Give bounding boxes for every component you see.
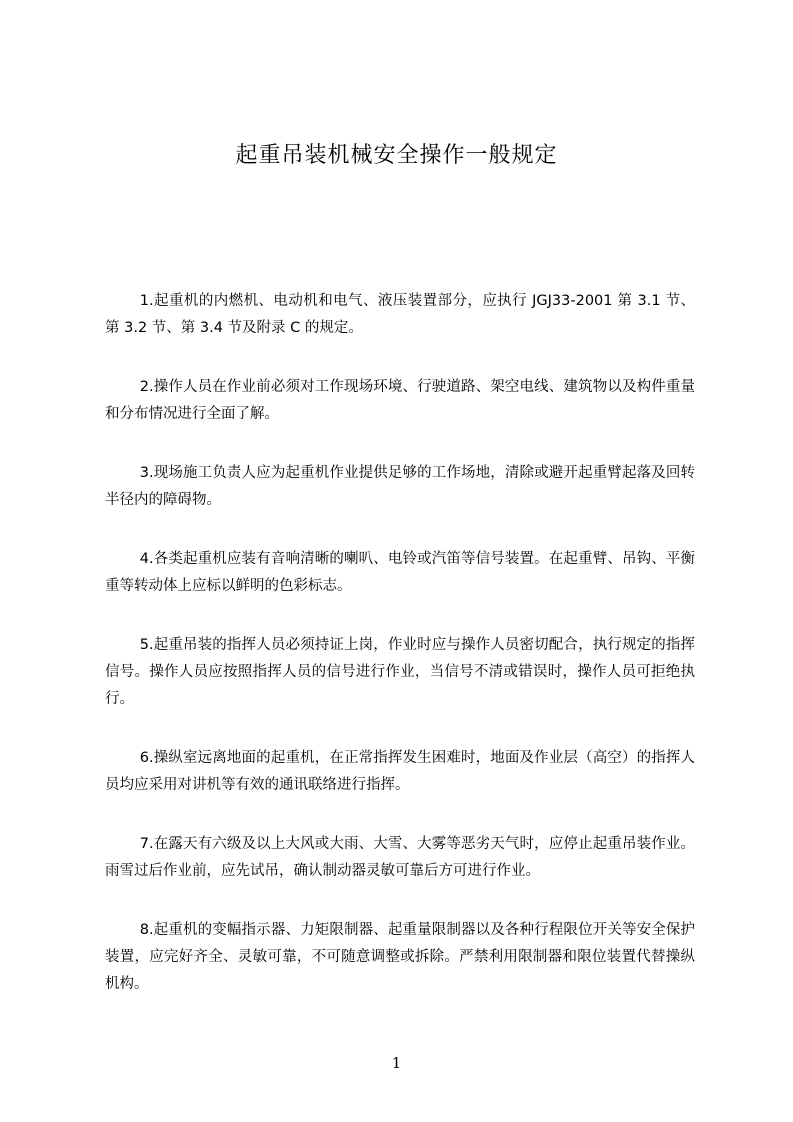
clause-6: 6.操纵室远离地面的起重机，在正常指挥发生困难时，地面及作业层（高空）的指挥人员均应采用对讲机等有效的通讯联络进行指挥。 — [105, 750, 695, 793]
clause-7: 7.在露天有六级及以上大风或大雨、大雪、大雾等恶劣天气时，应停止起重吊装作业。雨雪过后作业前，应先试吊，确认制动器灵敏可靠后方可进行作业。 — [105, 836, 695, 879]
clause-2: 2.操作人员在作业前必须对工作现场环境、行驶道路、架空电线、建筑物以及构件重量和分布情况进行全面了解。 — [105, 379, 695, 422]
clause-5: 5.起重吊装的指挥人员必须持证上岗，作业时应与操作人员密切配合，执行规定的指挥信号。操作人员应按照指挥人员的信号进行作业，当信号不清或错误时，操作人员可拒绝执行。 — [105, 637, 695, 707]
clause-list — [105, 288, 695, 1030]
clause-3: 3.现场施工负责人应为起重机作业提供足够的工作场地，清除或避开起重臂起落及回转半径内的障碍物。 — [105, 465, 695, 508]
clause-8: 8.起重机的变幅指示器、力矩限制器、起重量限制器以及各种行程限位开关等安全保护装置，应完好齐全、灵敏可靠，不可随意调整或拆除。严禁利用限制器和限位装置代替操纵机构。 — [105, 922, 695, 992]
clause-1: 1.起重机的内燃机、电动机和电气、液压装置部分，应执行 JGJ33-2001 第 3.1 节、第 3.2 节、第 3.4 节及附录 C 的规定。 — [105, 293, 695, 336]
document-title: 起重吊装机械安全操作一般规定 — [235, 143, 558, 168]
page-number: 1 — [391, 1054, 402, 1072]
clause-4: 4.各类起重机应装有音响清晰的喇叭、电铃或汽笛等信号装置。在起重臂、吊钩、平衡重等转动体上应标以鲜明的色彩标志。 — [105, 551, 695, 594]
